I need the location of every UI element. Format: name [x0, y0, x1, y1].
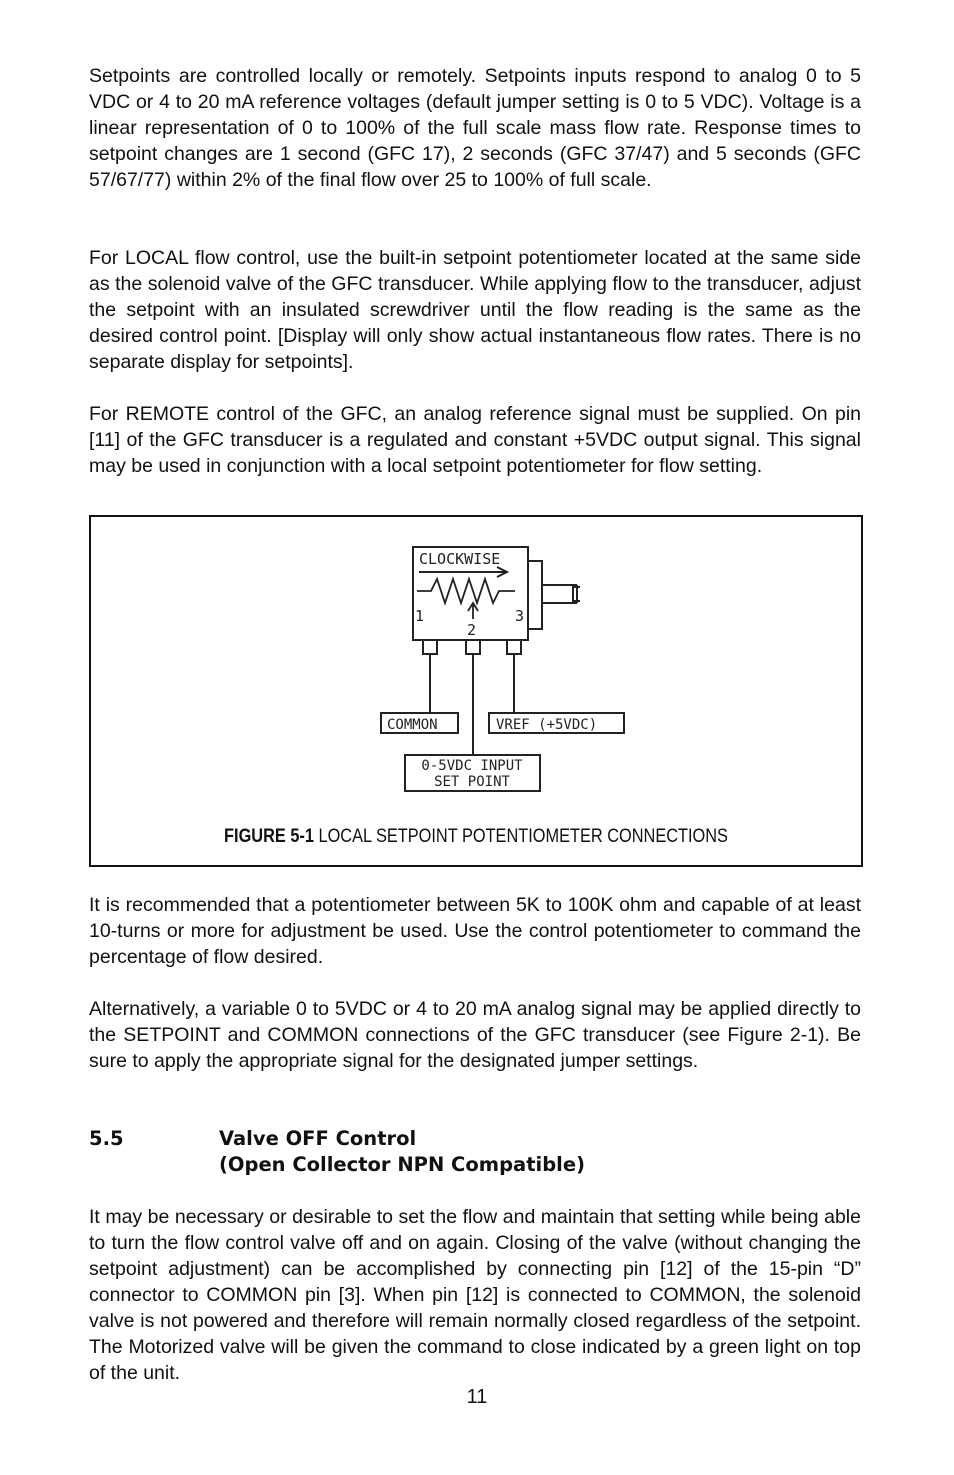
- clockwise-label: CLOCKWISE: [419, 550, 501, 568]
- paragraph-recommendation: It is recommended that a potentiometer between 5K to 100K ohm and capable of at least 10-turns or more for adjustment be used. Use the control potentiometer to command the percentage of flow desired.: [89, 894, 861, 968]
- section-number: 5.5: [89, 1127, 124, 1150]
- paragraph-alternative: Alternatively, a variable 0 to 5VDC or 4 to 20 mA analog signal may be applied directly to the SETPOINT and COMMON connections of the GFC transducer (see Figure 2-1). Be sure to apply the appropriate signal for the designated jumper settings.: [89, 998, 861, 1072]
- pin-2-stub: [466, 640, 480, 654]
- figure-5-1: [89, 515, 863, 867]
- pin-2-label: 2: [467, 621, 477, 639]
- pin-3-stub: [507, 640, 521, 654]
- figure-caption-text: LOCAL SETPOINT POTENTIOMETER CONNECTIONS: [318, 826, 728, 847]
- figure-label: FIGURE 5-1: [224, 826, 314, 847]
- resistor-icon: [417, 579, 515, 603]
- page-number: 11: [466, 1386, 488, 1408]
- pin-3-label: 3: [515, 607, 525, 625]
- pin-1-label: 1: [415, 607, 425, 625]
- potentiometer-shaft: [542, 585, 577, 603]
- setpoint-input-line2: SET POINT: [434, 774, 510, 790]
- potentiometer-shaft-collar: [528, 561, 542, 629]
- vref-label: VREF (+5VDC): [496, 717, 598, 733]
- setpoint-input-line1: 0-5VDC INPUT: [421, 758, 523, 774]
- paragraph-remote-control: For REMOTE control of the GFC, an analog reference signal must be supplied. On pin [11] of the GFC transducer is a regulated and constant +5VDC output signal. This signal may be used in conjunction with a local setpoint potentiometer for flow setting.: [89, 403, 861, 477]
- paragraph-setpoints: Setpoints are controlled locally or remotely. Setpoints inputs respond to analog 0 to 5 VDC or 4 to 20 mA reference voltages (default jumper setting is 0 to 5 VDC). Voltage is a linear representation of 0 to 100% of the full scale mass flow rate. Response times to setpoint changes are 1 second (GFC 17), 2 seconds (GFC 37/47) and 5 seconds (GFC 57/67/77) within 2% of the final flow over 25 to 100% of full scale.: [89, 65, 861, 191]
- paragraph-valve-off: It may be necessary or desirable to set the flow and maintain that setting while being able to turn the flow control valve off and on again. Closing of the valve (without changing the setpoint adjustment) can be accomplished by connecting pin [12] of the 15-pin “D” connector to COMMON pin [3]. When pin [12] is connected to COMMON, the solenoid valve is not powered and therefore will remain normally closed regardless of the setpoint. The Motorized valve will be given the command to close indicated by a green light on top of the unit.: [89, 1206, 861, 1384]
- section-title-line1: Valve OFF Control: [219, 1127, 417, 1150]
- clockwise-arrow-icon: [419, 567, 507, 577]
- paragraph-local-control: For LOCAL flow control, use the built-in setpoint potentiometer located at the same side as the solenoid valve of the GFC transducer. While applying flow to the transducer, adjust the setpoint with an insulated screwdriver until the flow reading is the same as the desired control point. [Display will only show actual instantaneous flow rates. There is no separate display for setpoints].: [89, 247, 861, 373]
- potentiometer-diagram: [379, 545, 629, 797]
- section-title: [219, 1126, 585, 1178]
- common-label: COMMON: [387, 717, 438, 733]
- section-title-line2: (Open Collector NPN Compatible): [219, 1153, 585, 1176]
- pin-1-stub: [423, 640, 437, 654]
- wiper-arrow-icon: [468, 603, 478, 619]
- figure-caption: [145, 826, 807, 848]
